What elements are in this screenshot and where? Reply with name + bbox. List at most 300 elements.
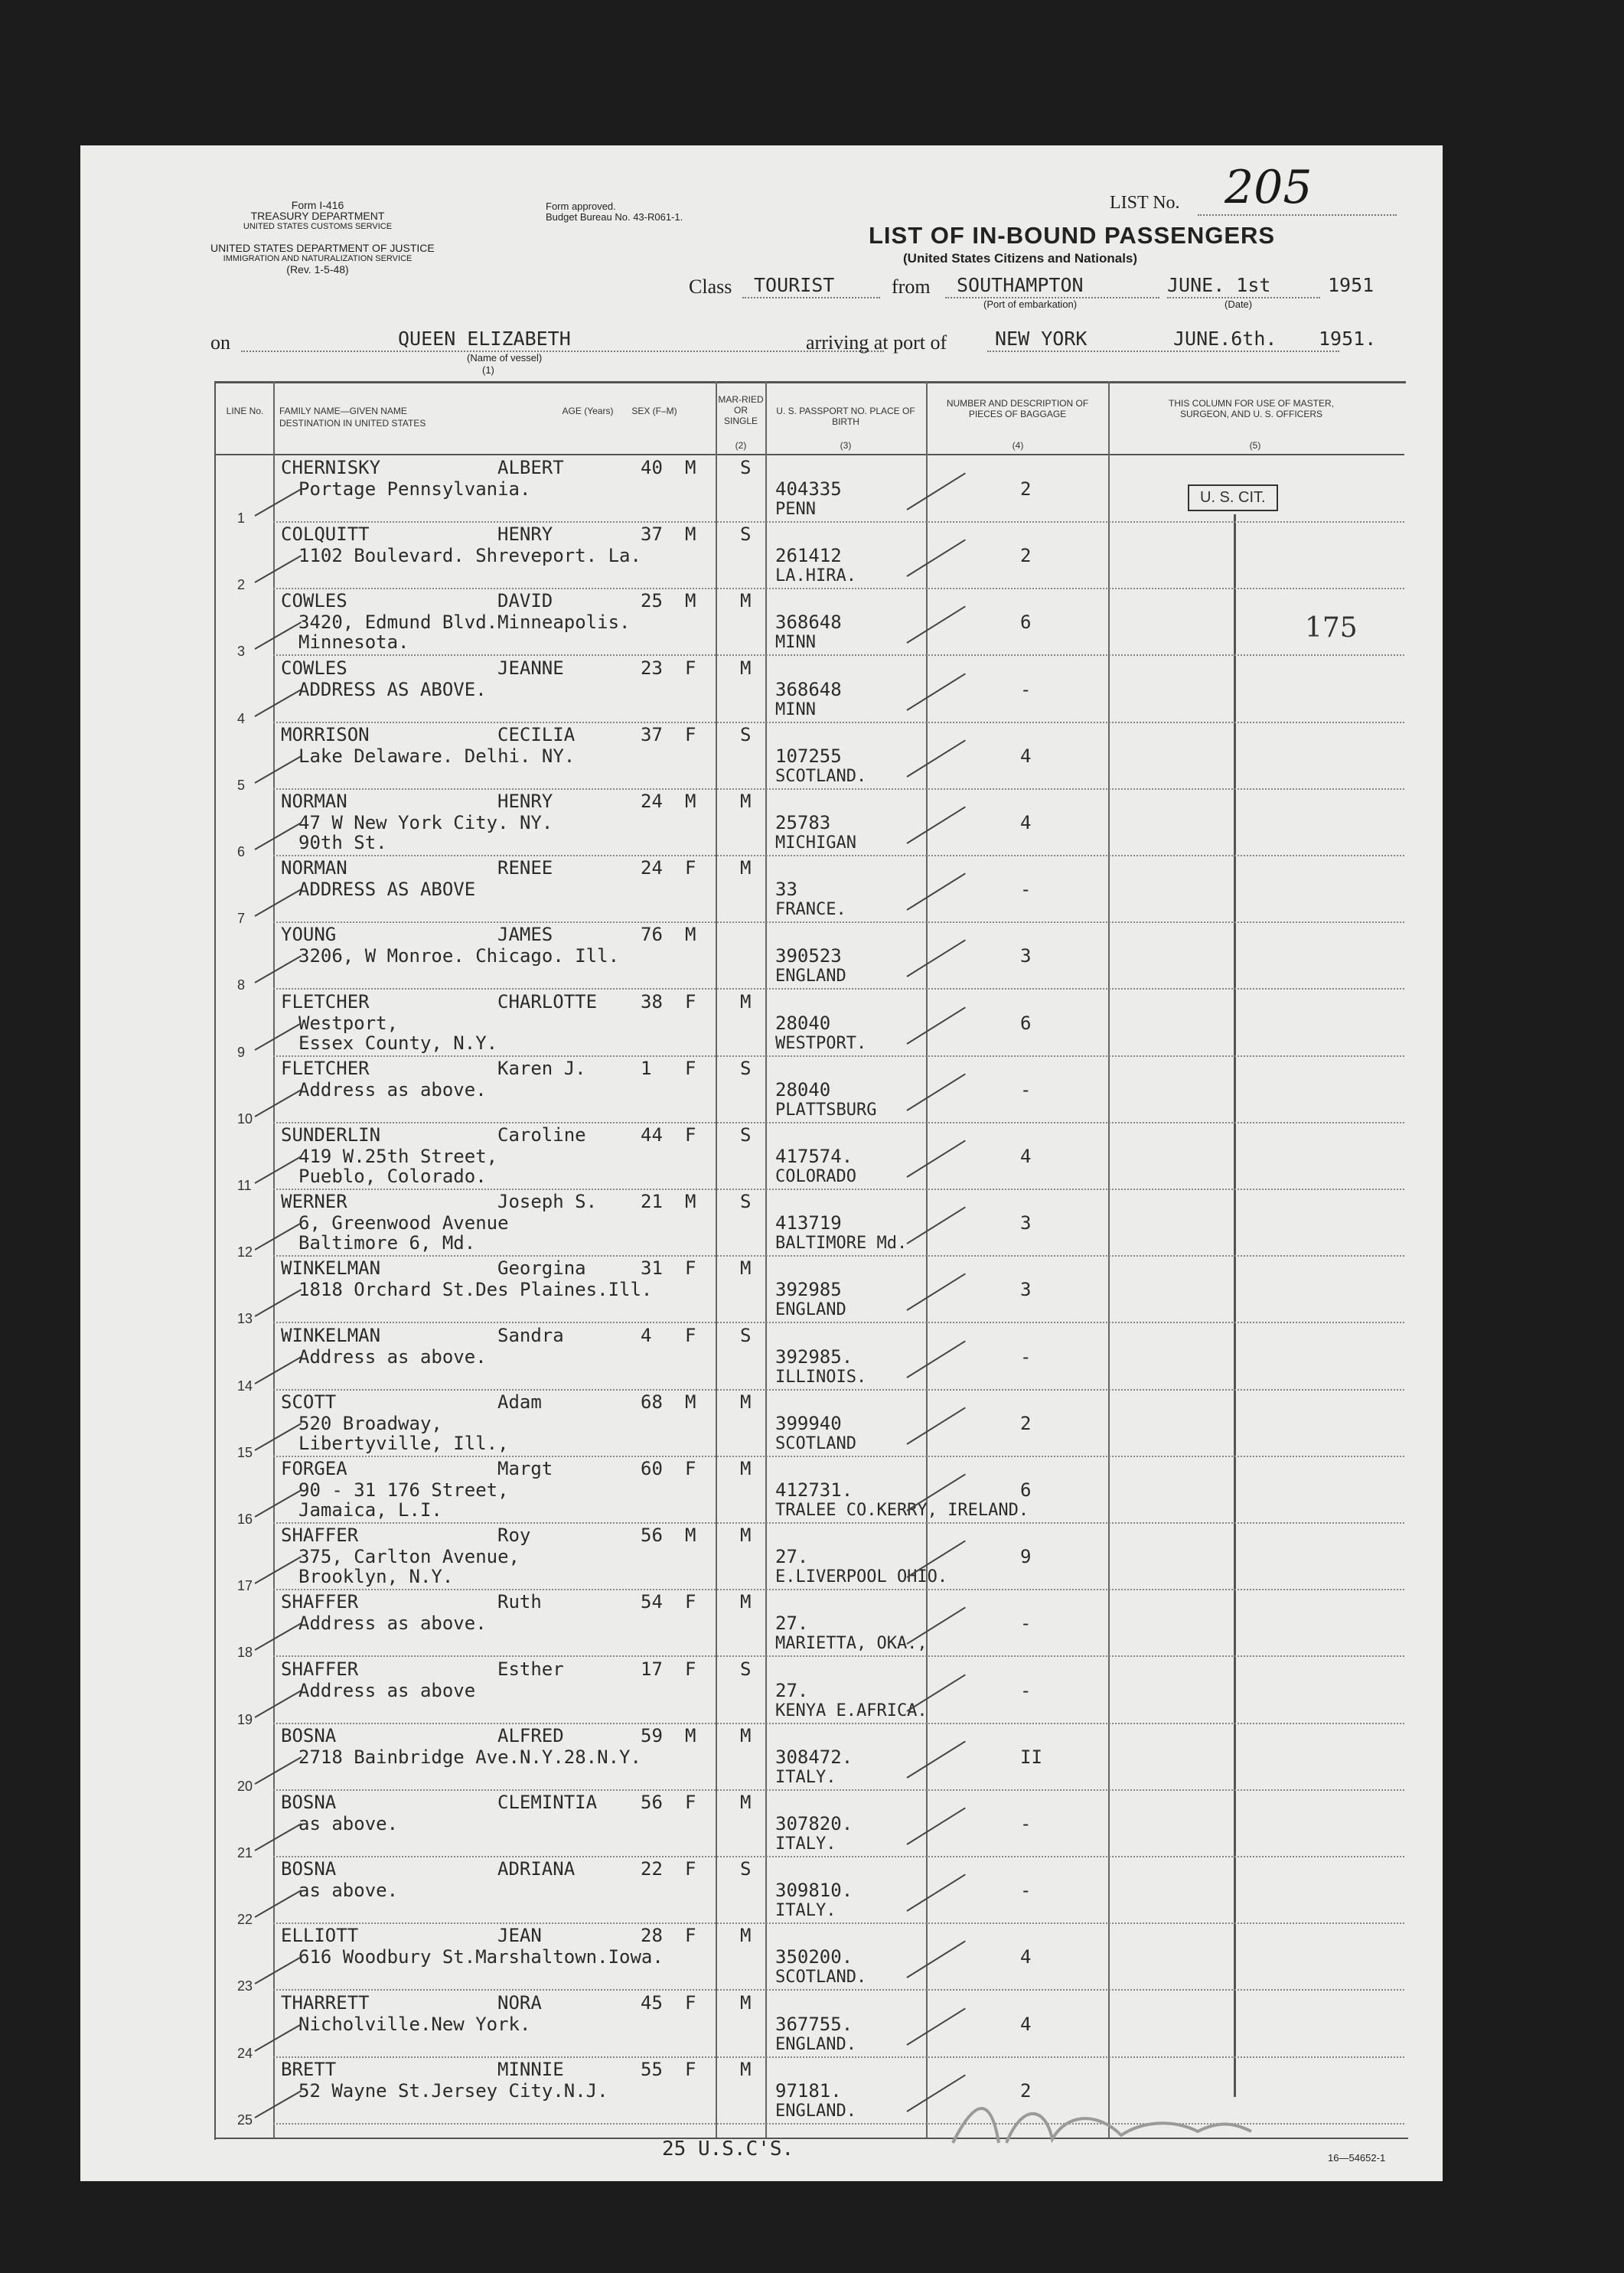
line-number: 4 [237, 710, 246, 726]
sex: M [685, 791, 696, 812]
birth-place: ENGLAND. [775, 2101, 856, 2121]
table-row [80, 1857, 1443, 1928]
marital-status: M [740, 791, 752, 812]
marital-status: M [740, 1925, 752, 1947]
passport-number: 412731. [775, 1479, 853, 1501]
destination: Nicholville.New York. [298, 2013, 531, 2035]
line-number: 19 [237, 1711, 253, 1727]
given-name: ADRIANA [497, 1858, 576, 1880]
passport-number: 25783 [775, 812, 831, 833]
check-mark [255, 1423, 302, 1451]
age: 60 [641, 1458, 663, 1479]
birth-place: E.LIVERPOOL OHIO. [775, 1567, 948, 1587]
col-family: FAMILY NAME—GIVEN NAME [279, 406, 407, 416]
baggage-count: - [1020, 1078, 1032, 1101]
baggage-count: - [1020, 1813, 1032, 1834]
line-number: 6 [237, 844, 246, 859]
check-mark [906, 1674, 965, 1711]
handwritten-signature [945, 2089, 1267, 2170]
check-mark [255, 822, 302, 850]
family-name: SCOTT [281, 1391, 337, 1413]
family-name: COWLES [281, 657, 347, 679]
marital-status: S [740, 1057, 752, 1079]
line-number: 24 [237, 2045, 253, 2061]
check-mark [255, 1356, 302, 1384]
age: 24 [641, 791, 663, 812]
check-mark [255, 1556, 302, 1584]
family-name: FORGEA [281, 1458, 347, 1479]
age: 24 [641, 857, 663, 879]
table-row [80, 1256, 1443, 1327]
destination: 90 - 31 176 Street, [298, 1479, 509, 1501]
dept-immigration: IMMIGRATION AND NATURALIZATION SERVICE [223, 254, 413, 263]
given-name: CECILIA [497, 723, 576, 745]
passport-number: 368648 [775, 678, 842, 700]
baggage-count: 2 [1020, 545, 1032, 567]
check-mark [906, 606, 965, 644]
baggage-count: - [1020, 1345, 1032, 1368]
footer-code: 16—54652-1 [1328, 2152, 1386, 2164]
baggage-count: 4 [1020, 1946, 1032, 1968]
dept-customs: UNITED STATES CUSTOMS SERVICE [243, 222, 393, 231]
line-number: 8 [237, 977, 246, 993]
check-mark [255, 1623, 302, 1652]
birth-place: SCOTLAND. [775, 1968, 867, 1988]
col-age: AGE (Years) [562, 406, 614, 416]
vessel-caption: (Name of vessel) [467, 352, 543, 364]
check-mark [255, 1890, 302, 1918]
age: 23 [641, 657, 663, 679]
age: 68 [641, 1391, 663, 1413]
table-row [80, 1991, 1443, 2061]
vessel-name: QUEEN ELIZABETH [398, 328, 571, 350]
us-citizen-stamp: U. S. CIT. [1188, 484, 1278, 511]
marital-status: M [740, 1257, 752, 1280]
age: 40 [641, 457, 663, 478]
marital-status: M [740, 1525, 752, 1547]
line-number: 22 [237, 1912, 253, 1928]
destination-line-2: 90th St. [298, 832, 387, 853]
destination: Address as above. [298, 1613, 487, 1635]
birth-place: MARIETTA, OKA., [775, 1634, 928, 1654]
destination: 3420, Edmund Blvd.Minneapolis. [298, 611, 631, 634]
baggage-count: II [1020, 1746, 1042, 1768]
vessel-caption-no: (1) [482, 364, 494, 376]
marital-status: S [740, 723, 752, 745]
check-mark [255, 1756, 302, 1785]
given-name: JAMES [497, 924, 553, 946]
passport-number: 404335 [775, 478, 842, 500]
family-name: YOUNG [281, 924, 337, 946]
table-row [80, 589, 1443, 660]
passport-number: 390523 [775, 945, 842, 967]
arrival-line [987, 351, 1339, 352]
birth-place: BALTIMORE Md. [775, 1234, 908, 1254]
check-mark [255, 622, 302, 651]
sex: F [685, 1591, 696, 1613]
given-name: Sandra [497, 1324, 564, 1346]
destination-line-2: Minnesota. [298, 631, 409, 654]
sex: M [685, 1391, 696, 1413]
check-mark [906, 739, 965, 777]
table-row [80, 1056, 1443, 1127]
given-name: ALBERT [497, 457, 564, 478]
baggage-count: 6 [1020, 1012, 1032, 1034]
given-name: Georgina [497, 1257, 586, 1280]
birth-place: WESTPORT. [775, 1033, 867, 1053]
line-number: 21 [237, 1845, 253, 1860]
marital-status: S [740, 1191, 752, 1213]
birth-place: MINN [775, 633, 816, 653]
passport-number: 413719 [775, 1212, 842, 1234]
destination-line-2: Brooklyn, N.Y. [298, 1566, 454, 1588]
table-row [80, 1590, 1443, 1661]
destination-line-2: Baltimore 6, Md. [298, 1232, 476, 1254]
baggage-count: 2 [1020, 2079, 1032, 2102]
table-row [80, 789, 1443, 859]
arrival-year: 1951. [1319, 328, 1377, 350]
given-name: Caroline [497, 1124, 586, 1146]
check-mark [906, 806, 965, 843]
sex: F [685, 1858, 696, 1880]
birth-place: MICHIGAN [775, 833, 856, 853]
table-row [80, 990, 1443, 1060]
line-number: 3 [237, 644, 246, 660]
destination: ADDRESS AS ABOVE. [298, 678, 487, 700]
col-num-3: (3) [840, 440, 852, 451]
marital-status: M [740, 990, 752, 1013]
sex: F [685, 657, 696, 679]
marital-status: S [740, 523, 752, 546]
check-mark [906, 1006, 965, 1044]
birth-place: PLATTSBURG [775, 1100, 877, 1120]
col-line-no: LINE No. [226, 406, 264, 416]
age: 54 [641, 1591, 663, 1613]
passport-number: 261412 [775, 545, 842, 567]
port-caption: (Port of embarkation) [983, 298, 1078, 310]
col-sex: SEX (F–M) [631, 406, 677, 416]
baggage-count: 2 [1020, 478, 1032, 500]
arrival-date: JUNE.6th. [1173, 328, 1277, 350]
line-number: 11 [237, 1178, 252, 1193]
baggage-count: 4 [1020, 812, 1032, 833]
destination: 47 W New York City. NY. [298, 812, 553, 833]
baggage-count: 6 [1020, 611, 1032, 634]
given-name: DAVID [497, 590, 553, 612]
check-mark [906, 1407, 965, 1444]
check-mark [255, 689, 302, 717]
destination: Portage Pennsylvania. [298, 478, 531, 500]
family-name: BOSNA [281, 1792, 337, 1813]
passport-number: 27. [775, 1613, 809, 1635]
age: 55 [641, 2058, 663, 2080]
given-name: HENRY [497, 791, 553, 812]
family-name: COLQUITT [281, 523, 370, 546]
destination: 1818 Orchard St.Des Plaines.Ill. [298, 1279, 653, 1301]
line-number: 1 [237, 510, 246, 526]
vessel-line [241, 351, 884, 352]
destination: Lake Delaware. Delhi. NY. [298, 745, 576, 767]
check-mark [255, 1290, 302, 1318]
destination: 1102 Boulevard. Shreveport. La. [298, 545, 641, 567]
baggage-count: 3 [1020, 945, 1032, 967]
family-name: FLETCHER [281, 990, 370, 1013]
from-label: from [892, 276, 931, 298]
destination-line-2: Jamaica, L.I. [298, 1499, 442, 1521]
age: 28 [641, 1925, 663, 1947]
from-value: SOUTHAMPTON [957, 274, 1084, 296]
passport-number: 308472. [775, 1746, 853, 1768]
destination: 3206, W Monroe. Chicago. Ill. [298, 945, 620, 967]
destination: 52 Wayne St.Jersey City.N.J. [298, 2079, 608, 2102]
age: 37 [641, 523, 663, 546]
embark-year: 1951 [1328, 274, 1375, 296]
signature-scribble [945, 2089, 1267, 2158]
given-name: Ruth [497, 1591, 542, 1613]
footer-total: 25 U.S.C'S. [662, 2138, 794, 2160]
baggage-count: 2 [1020, 1412, 1032, 1434]
check-mark [906, 2007, 965, 2045]
marital-status: M [740, 657, 752, 679]
check-mark [255, 2090, 302, 2118]
age: 22 [641, 1858, 663, 1880]
sex: M [685, 1191, 696, 1213]
destination: 616 Woodbury St.Marshaltown.Iowa. [298, 1946, 664, 1968]
family-name: WINKELMAN [281, 1257, 381, 1280]
given-name: JEAN [497, 1925, 542, 1947]
sex: M [685, 1525, 696, 1547]
destination: 375, Carlton Avenue, [298, 1546, 520, 1568]
line-number: 18 [237, 1645, 253, 1661]
passport-number: 107255 [775, 745, 842, 767]
marital-status: M [740, 1391, 752, 1413]
family-name: WINKELMAN [281, 1324, 381, 1346]
destination: 6, Greenwood Avenue [298, 1212, 509, 1234]
sex: M [685, 924, 696, 946]
table-row [80, 1790, 1443, 1860]
given-name: NORA [497, 1991, 542, 2014]
sex: F [685, 1991, 696, 2014]
baggage-count: 4 [1020, 745, 1032, 767]
birth-place: SCOTLAND [775, 1433, 856, 1453]
passport-number: 417574. [775, 1146, 853, 1167]
family-name: BRETT [281, 2058, 337, 2080]
list-no-line [1198, 214, 1397, 216]
baggage-count: - [1020, 1613, 1032, 1635]
birth-place: ENGLAND [775, 1300, 846, 1320]
age: 76 [641, 924, 663, 946]
destination: as above. [298, 1813, 399, 1834]
passport-number: 367755. [775, 2013, 853, 2035]
table-row [80, 1123, 1443, 1193]
table-row [80, 1189, 1443, 1260]
destination: 419 W.25th Street, [298, 1146, 498, 1167]
birth-place: ENGLAND. [775, 2034, 856, 2054]
sex: M [685, 457, 696, 478]
given-name: Karen J. [497, 1057, 586, 1079]
marital-status: S [740, 1858, 752, 1880]
line-number: 10 [237, 1110, 253, 1127]
family-name: NORMAN [281, 791, 347, 812]
check-mark [906, 1140, 965, 1177]
check-mark [906, 1340, 965, 1378]
birth-place: ITALY. [775, 1834, 836, 1854]
age: 21 [641, 1191, 663, 1213]
check-mark [255, 1222, 302, 1251]
family-name: SHAFFER [281, 1658, 359, 1680]
col-num-5: (5) [1249, 440, 1261, 451]
check-mark [906, 1740, 965, 1778]
birth-place: ITALY. [775, 1767, 836, 1787]
embark-date: JUNE. 1st [1167, 274, 1271, 296]
birth-place: ENGLAND [775, 967, 846, 986]
sex: F [685, 2058, 696, 2080]
given-name: Esther [497, 1658, 564, 1680]
dept-justice: UNITED STATES DEPARTMENT OF JUSTICE [210, 242, 435, 254]
check-mark [906, 1807, 965, 1844]
birth-place: TRALEE CO.KERRY, IRELAND. [775, 1501, 1029, 1520]
sex: M [685, 590, 696, 612]
table-row [80, 1323, 1443, 1394]
birth-place: COLORADO [775, 1167, 856, 1186]
baggage-count: - [1020, 879, 1032, 901]
age: 44 [641, 1124, 663, 1146]
manifest-sheet [80, 145, 1443, 2181]
check-mark [255, 2024, 302, 2052]
marital-status: S [740, 1658, 752, 1680]
passport-number: 368648 [775, 611, 842, 634]
marital-status: M [740, 1792, 752, 1813]
destination: Address as above. [298, 1078, 487, 1101]
check-mark [255, 1089, 302, 1117]
line-number: 12 [237, 1244, 253, 1260]
check-mark [906, 1607, 965, 1645]
line-number: 13 [237, 1311, 253, 1327]
check-mark [906, 540, 965, 577]
on-label: on [210, 331, 230, 354]
marital-status: M [740, 1991, 752, 2014]
destination: as above. [298, 1880, 399, 1902]
form-number: Form I-416 [291, 199, 344, 211]
baggage-count: - [1020, 1880, 1032, 1902]
age: 25 [641, 590, 663, 612]
list-title: LIST OF IN-BOUND PASSENGERS [869, 222, 1276, 249]
destination: ADDRESS AS ABOVE [298, 879, 476, 901]
sex: F [685, 1124, 696, 1146]
list-subtitle: (United States Citizens and Nationals) [903, 251, 1138, 266]
birth-place: MINN [775, 700, 816, 719]
list-no-label: LIST No. [1110, 193, 1180, 213]
family-name: NORMAN [281, 857, 347, 879]
passport-number: 27. [775, 1679, 809, 1701]
check-mark [255, 1957, 302, 1985]
sex: F [685, 1925, 696, 1947]
check-mark [255, 1690, 302, 1718]
age: 56 [641, 1792, 663, 1813]
birth-place: ILLINOIS. [775, 1367, 867, 1387]
family-name: SHAFFER [281, 1525, 359, 1547]
sex: F [685, 1257, 696, 1280]
passport-number: 28040 [775, 1012, 831, 1034]
check-mark [255, 1823, 302, 1851]
table-row [80, 1523, 1443, 1594]
passport-number: 399940 [775, 1412, 842, 1434]
check-mark [255, 956, 302, 984]
baggage-count: 3 [1020, 1279, 1032, 1301]
given-name: HENRY [497, 523, 553, 546]
given-name: ALFRED [497, 1724, 564, 1746]
table-row [80, 1724, 1443, 1794]
given-name: JEANNE [497, 657, 564, 679]
check-mark [906, 940, 965, 977]
line-number: 16 [237, 1512, 253, 1527]
col-married: MAR-RIED OR SINGLE [718, 394, 764, 426]
age: 45 [641, 1991, 663, 2014]
check-mark [255, 889, 302, 917]
passport-number: 33 [775, 879, 797, 901]
line-number: 23 [237, 1978, 253, 1994]
check-mark [255, 555, 302, 583]
destination: 2718 Bainbridge Ave.N.Y.28.N.Y. [298, 1746, 641, 1768]
line-number: 14 [237, 1378, 253, 1394]
family-name: BOSNA [281, 1724, 337, 1746]
list-no-value: 205 [1225, 161, 1313, 214]
form-approved: Form approved. [546, 201, 616, 212]
family-name: MORRISON [281, 723, 370, 745]
family-name: CHERNISKY [281, 457, 381, 478]
check-mark [906, 472, 965, 510]
passport-number: 307820. [775, 1813, 853, 1834]
destination: Address as above. [298, 1345, 487, 1368]
table-row [80, 1657, 1443, 1727]
sex: F [685, 1792, 696, 1813]
col-officers: THIS COLUMN FOR USE OF MASTER, SURGEON, AND U. S. OFFICERS [1168, 398, 1334, 419]
baggage-count: 4 [1020, 1146, 1032, 1167]
sex: F [685, 1057, 696, 1079]
birth-place: KENYA E.AFRICA. [775, 1701, 928, 1720]
date-caption: (Date) [1225, 298, 1253, 310]
table-row [80, 522, 1443, 593]
line-number: 20 [237, 1778, 253, 1794]
table-row [80, 1456, 1443, 1527]
given-name: Roy [497, 1525, 531, 1547]
birth-place: LA.HIRA. [775, 566, 856, 586]
baggage-count: 3 [1020, 1212, 1032, 1234]
destination-line-2: Essex County, N.Y. [298, 1032, 498, 1054]
passport-number: 27. [775, 1546, 809, 1568]
table-row [80, 722, 1443, 793]
sex: F [685, 1458, 696, 1479]
table-row [80, 1390, 1443, 1460]
age: 59 [641, 1724, 663, 1746]
marital-status: M [740, 1591, 752, 1613]
margin-number: 175 [1305, 612, 1358, 644]
marital-status: M [740, 1458, 752, 1479]
family-name: FLETCHER [281, 1057, 370, 1079]
check-mark [255, 488, 302, 517]
arriving-label: arriving at port of [806, 331, 947, 354]
birth-place: PENN [775, 500, 816, 519]
check-mark [255, 1022, 302, 1051]
given-name: Joseph S. [497, 1191, 598, 1213]
given-name: Margt [497, 1458, 553, 1479]
marital-status: S [740, 1124, 752, 1146]
age: 17 [641, 1658, 663, 1680]
sex: F [685, 1658, 696, 1680]
marital-status: S [740, 1324, 752, 1346]
line-number: 25 [237, 2112, 253, 2128]
sex: M [685, 523, 696, 546]
